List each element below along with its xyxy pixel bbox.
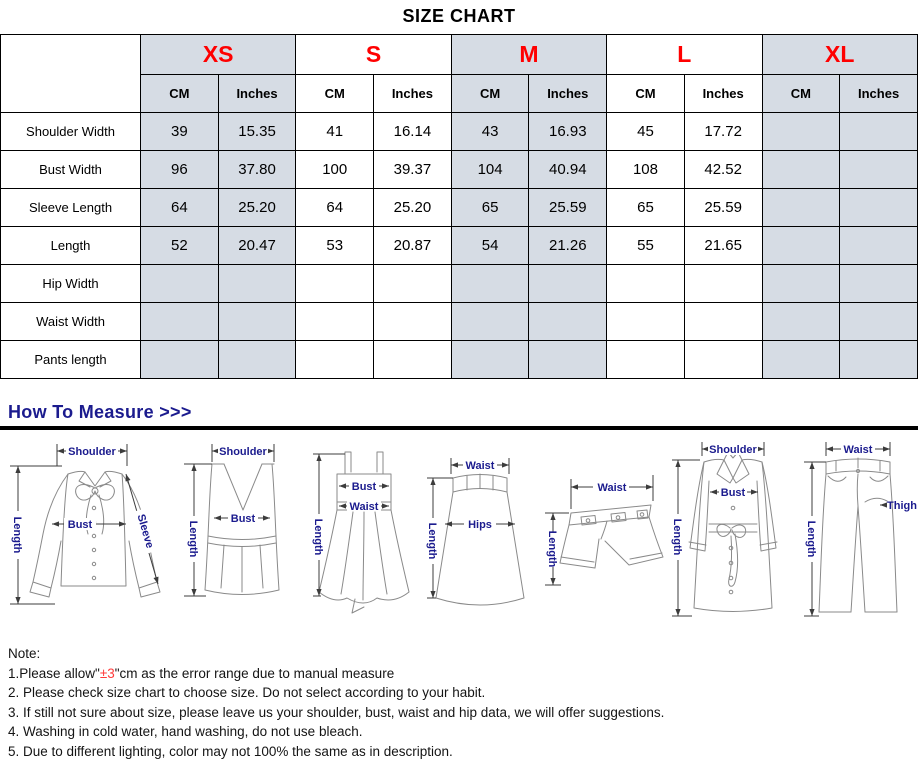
cell-s-cm: 64	[296, 189, 374, 227]
cell-m-inches	[529, 265, 607, 303]
unit-header-xs-inches: Inches	[218, 75, 296, 113]
note-line-3: 3. If still not sure about size, please leave us your shoulder, bust, waist and hip data, we will offer suggestions.	[8, 703, 910, 723]
unit-header-xl-inches: Inches	[840, 75, 918, 113]
row-label: Pants length	[1, 341, 141, 379]
note-line-1-highlight: ±3	[100, 666, 115, 681]
cell-xl-cm	[762, 113, 840, 151]
cell-m-cm	[451, 341, 529, 379]
cell-l-inches: 17.72	[684, 113, 762, 151]
cell-xs-cm: 52	[141, 227, 219, 265]
cell-m-inches	[529, 303, 607, 341]
blouse-sleeve-label: Sleeve	[134, 513, 155, 550]
blouse-bust-label: Bust	[68, 519, 93, 531]
cell-m-cm: 65	[451, 189, 529, 227]
size-chart-body	[1, 113, 918, 379]
unit-header-m-cm: CM	[451, 75, 529, 113]
row-label: Hip Width	[1, 265, 141, 303]
cell-s-cm	[296, 265, 374, 303]
skirt-waist-label: Waist	[466, 460, 495, 472]
note-line-4: 4. Washing in cold water, hand washing, do not use bleach.	[8, 722, 910, 742]
cell-s-cm	[296, 341, 374, 379]
unit-header-s-cm: CM	[296, 75, 374, 113]
dress-bust-label: Bust	[351, 481, 376, 493]
cell-s-cm: 41	[296, 113, 374, 151]
table-row	[1, 303, 918, 341]
cell-m-cm: 104	[451, 151, 529, 189]
figure-sleeveless-top	[176, 436, 308, 634]
cell-s-inches	[374, 303, 452, 341]
cell-s-inches	[374, 341, 452, 379]
table-row	[1, 189, 918, 227]
figure-coat	[666, 436, 798, 634]
table-row	[1, 265, 918, 303]
cell-xl-cm	[762, 227, 840, 265]
measure-heading: How To Measure >>>	[0, 402, 918, 423]
top-shoulder-label: Shoulder	[219, 446, 267, 458]
cell-xl-inches	[840, 303, 918, 341]
cell-xl-cm	[762, 151, 840, 189]
cell-xs-inches	[218, 303, 296, 341]
size-header-row	[1, 35, 918, 75]
cell-s-inches: 39.37	[374, 151, 452, 189]
cell-l-cm: 108	[607, 151, 685, 189]
figure-shorts	[535, 436, 665, 634]
blouse-length-label: Length	[11, 517, 23, 554]
cell-s-inches: 25.20	[374, 189, 452, 227]
cell-l-cm	[607, 303, 685, 341]
unit-header-xs-cm: CM	[141, 75, 219, 113]
cell-l-inches	[684, 303, 762, 341]
cell-m-cm: 43	[451, 113, 529, 151]
cell-l-cm	[607, 341, 685, 379]
page-title: SIZE CHART	[0, 0, 918, 34]
table-row	[1, 341, 918, 379]
skirt-hips-label: Hips	[468, 519, 492, 531]
cell-l-inches	[684, 265, 762, 303]
unit-header-l-inches: Inches	[684, 75, 762, 113]
cell-xl-inches	[840, 113, 918, 151]
cell-m-inches: 25.59	[529, 189, 607, 227]
cell-m-inches: 21.26	[529, 227, 607, 265]
measure-figures	[0, 430, 918, 636]
row-label: Length	[1, 227, 141, 265]
cell-s-cm	[296, 303, 374, 341]
table-row	[1, 227, 918, 265]
skirt-length-label: Length	[426, 523, 438, 560]
top-length-label: Length	[187, 521, 199, 558]
cell-xl-inches	[840, 265, 918, 303]
cell-xl-inches	[840, 341, 918, 379]
size-header-l: L	[607, 35, 762, 75]
cell-l-cm: 65	[607, 189, 685, 227]
cell-xs-cm	[141, 341, 219, 379]
dress-length-label: Length	[312, 519, 324, 556]
size-header-xs: XS	[141, 35, 296, 75]
figure-pants	[798, 436, 918, 634]
coat-length-label: Length	[671, 519, 683, 556]
cell-s-inches: 16.14	[374, 113, 452, 151]
cell-xl-cm	[762, 265, 840, 303]
row-label: Shoulder Width	[1, 113, 141, 151]
cell-xl-cm	[762, 341, 840, 379]
size-header-s: S	[296, 35, 451, 75]
cell-xs-inches	[218, 265, 296, 303]
cell-xl-cm	[762, 189, 840, 227]
note-line-1	[8, 664, 910, 684]
cell-xs-inches: 25.20	[218, 189, 296, 227]
size-header-xl: XL	[762, 35, 918, 75]
row-label: Waist Width	[1, 303, 141, 341]
cell-l-cm: 55	[607, 227, 685, 265]
cell-xs-cm: 39	[141, 113, 219, 151]
size-header-m: M	[451, 35, 606, 75]
unit-header-xl-cm: CM	[762, 75, 840, 113]
cell-xs-inches: 20.47	[218, 227, 296, 265]
cell-xs-inches: 37.80	[218, 151, 296, 189]
note-line-5: 5. Due to different lighting, color may not 100% the same as in description.	[8, 742, 910, 761]
pants-length-label: Length	[805, 521, 817, 558]
size-chart-table	[0, 34, 918, 379]
cell-l-cm: 45	[607, 113, 685, 151]
row-label: Sleeve Length	[1, 189, 141, 227]
coat-bust-label: Bust	[720, 487, 745, 499]
note-line-1-prefix: 1.Please allow"	[8, 666, 100, 681]
cell-m-cm	[451, 303, 529, 341]
cell-m-inches	[529, 341, 607, 379]
cell-xs-inches	[218, 341, 296, 379]
pants-thigh-label: Thigh	[887, 500, 917, 512]
row-label: Bust Width	[1, 151, 141, 189]
notes-section	[0, 636, 918, 761]
unit-header-s-inches: Inches	[374, 75, 452, 113]
cell-l-inches	[684, 341, 762, 379]
cell-xl-cm	[762, 303, 840, 341]
cell-l-inches: 21.65	[684, 227, 762, 265]
cell-s-cm: 53	[296, 227, 374, 265]
shorts-length-label: Length	[546, 531, 558, 568]
cell-xs-cm	[141, 265, 219, 303]
note-line-2: 2. Please check size chart to choose size. Do not select according to your habit.	[8, 683, 910, 703]
cell-xs-cm: 96	[141, 151, 219, 189]
cell-xs-inches: 15.35	[218, 113, 296, 151]
cell-l-cm	[607, 265, 685, 303]
cell-m-cm	[451, 265, 529, 303]
blouse-shoulder-label: Shoulder	[68, 446, 116, 458]
top-bust-label: Bust	[231, 513, 256, 525]
note-heading: Note:	[8, 644, 910, 664]
unit-header-m-inches: Inches	[529, 75, 607, 113]
cell-xl-inches	[840, 189, 918, 227]
cell-xs-cm: 64	[141, 189, 219, 227]
cell-xl-inches	[840, 151, 918, 189]
cell-m-cm: 54	[451, 227, 529, 265]
corner-cell	[1, 35, 141, 113]
cell-m-inches: 16.93	[529, 113, 607, 151]
note-line-1-suffix: "cm as the error range due to manual measure	[115, 666, 394, 681]
table-row	[1, 151, 918, 189]
cell-xs-cm	[141, 303, 219, 341]
figure-blouse	[0, 436, 176, 634]
cell-s-inches: 20.87	[374, 227, 452, 265]
cell-xl-inches	[840, 227, 918, 265]
cell-l-inches: 25.59	[684, 189, 762, 227]
shorts-waist-label: Waist	[598, 482, 627, 494]
cell-m-inches: 40.94	[529, 151, 607, 189]
table-row	[1, 113, 918, 151]
cell-s-inches	[374, 265, 452, 303]
coat-shoulder-label: Shoulder	[709, 444, 757, 456]
cell-l-inches: 42.52	[684, 151, 762, 189]
cell-s-cm: 100	[296, 151, 374, 189]
dress-waist-label: Waist	[349, 501, 378, 513]
pants-waist-label: Waist	[844, 444, 873, 456]
unit-header-l-cm: CM	[607, 75, 685, 113]
figure-skirt	[419, 436, 535, 634]
figure-dress	[309, 436, 419, 634]
